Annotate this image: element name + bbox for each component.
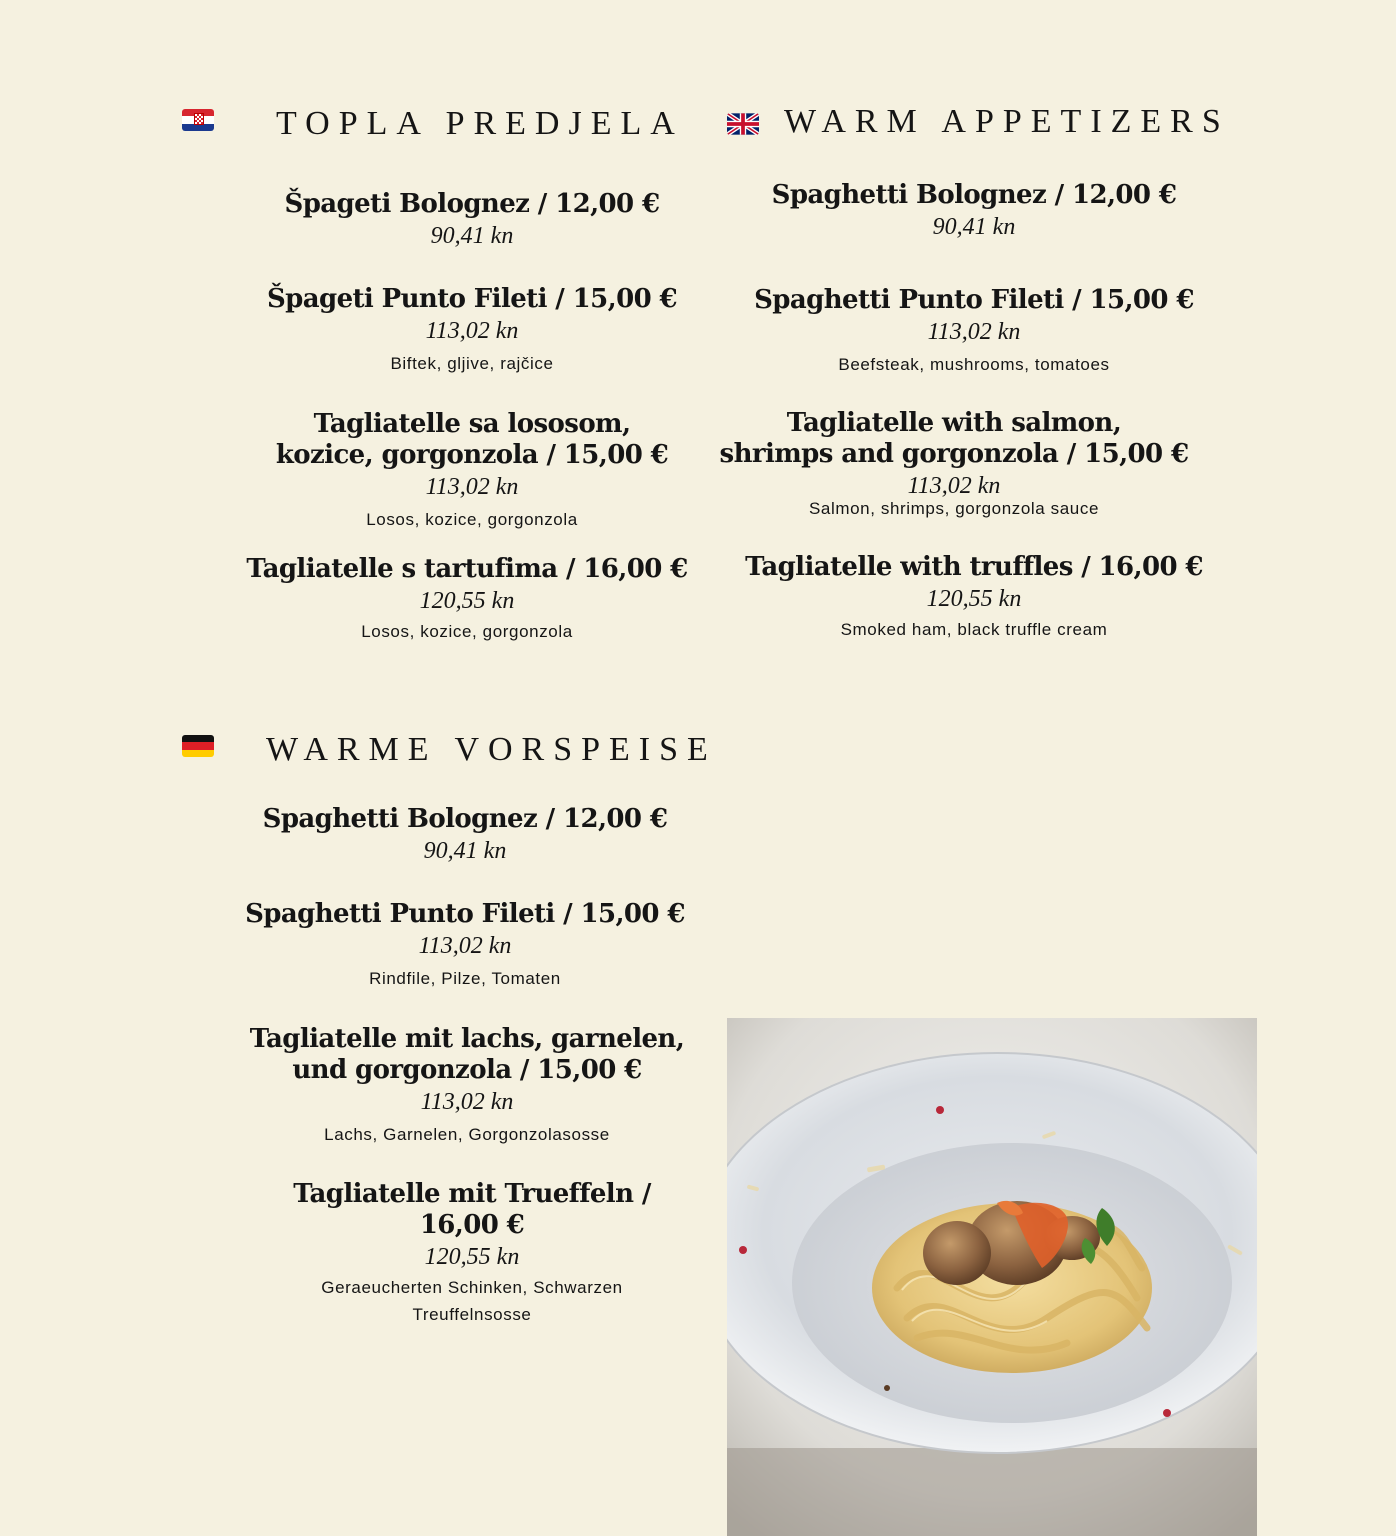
item-description: Rindfile, Pilze, Tomaten <box>369 969 561 988</box>
germany-flag-icon <box>182 735 214 757</box>
uk-flag-icon <box>727 113 759 135</box>
item-description: Smoked ham, black truffle cream <box>840 620 1108 639</box>
menu-item-en-bolognez <box>724 180 1224 241</box>
item-description: Lachs, Garnelen, Gorgonzolasosse <box>324 1125 610 1144</box>
item-price-kn: 120,55 kn <box>926 586 1022 612</box>
item-description: Geraeucherten Schinken, Schwarzen Treuffelnsosse <box>321 1278 623 1324</box>
item-description: Biftek, gljive, rajčice <box>390 354 554 373</box>
item-name: Špageti Bolognez / 12,00 € <box>284 189 660 219</box>
croatia-flag-icon <box>182 109 214 131</box>
item-description: Beefsteak, mushrooms, tomatoes <box>838 355 1110 374</box>
menu-item-hr-bolognez <box>232 189 712 250</box>
item-name: Spaghetti Punto Fileti / 15,00 € <box>245 899 685 929</box>
menu-item-en-tagliatelle-truffles <box>724 552 1224 643</box>
item-price-kn: 113,02 kn <box>927 319 1021 345</box>
section-title-hr: TOPLA PREDJELA <box>276 105 684 142</box>
pasta-dish-photo <box>727 1018 1257 1536</box>
menu-item-de-tagliatelle-lachs <box>227 1024 707 1148</box>
item-description: Losos, kozice, gorgonzola <box>361 622 573 641</box>
menu-item-hr-punto-fileti <box>232 284 712 377</box>
item-name: Špageti Punto Fileti / 15,00 € <box>266 284 678 314</box>
item-description: Losos, kozice, gorgonzola <box>366 510 578 529</box>
menu-item-de-punto-fileti <box>225 899 705 992</box>
item-price-kn: 120,55 kn <box>419 588 515 614</box>
item-name: Spaghetti Bolognez / 12,00 € <box>771 180 1177 210</box>
item-name: Spaghetti Punto Fileti / 15,00 € <box>754 285 1194 315</box>
item-price-kn: 113,02 kn <box>425 318 519 344</box>
item-name: Spaghetti Bolognez / 12,00 € <box>262 804 668 834</box>
item-price-kn: 120,55 kn <box>424 1244 520 1270</box>
section-title-de: WARME VORSPEISE <box>266 731 717 768</box>
menu-item-en-tagliatelle-salmon <box>714 408 1194 522</box>
menu-item-hr-tagliatelle-losos <box>232 409 712 533</box>
section-title-en: WARM APPETIZERS <box>784 103 1230 140</box>
item-name: Tagliatelle sa lososom, kozice, gorgonzola / 15,00 € <box>275 409 669 470</box>
item-name: Tagliatelle with salmon, shrimps and gorgonzola / 15,00 € <box>719 408 1189 469</box>
item-name: Tagliatelle mit lachs, garnelen, und gorgonzola / 15,00 € <box>249 1024 685 1085</box>
item-name: Tagliatelle s tartufima / 16,00 € <box>246 554 688 584</box>
item-price-kn: 90,41 kn <box>932 214 1016 240</box>
item-price-kn: 90,41 kn <box>423 838 507 864</box>
item-name: Tagliatelle mit Trueffeln / 16,00 € <box>293 1179 651 1240</box>
item-description: Salmon, shrimps, gorgonzola sauce <box>808 499 1100 518</box>
menu-item-de-tagliatelle-trueffeln <box>232 1179 712 1328</box>
menu-item-de-bolognez <box>225 804 705 865</box>
item-price-kn: 90,41 kn <box>430 223 514 249</box>
item-price-kn: 113,02 kn <box>425 474 519 500</box>
item-name: Tagliatelle with truffles / 16,00 € <box>745 552 1203 582</box>
menu-item-en-punto-fileti <box>724 285 1224 378</box>
item-price-kn: 113,02 kn <box>907 473 1001 499</box>
item-price-kn: 113,02 kn <box>420 1089 514 1115</box>
menu-item-hr-tagliatelle-tartufi <box>232 554 702 645</box>
item-price-kn: 113,02 kn <box>418 933 512 959</box>
